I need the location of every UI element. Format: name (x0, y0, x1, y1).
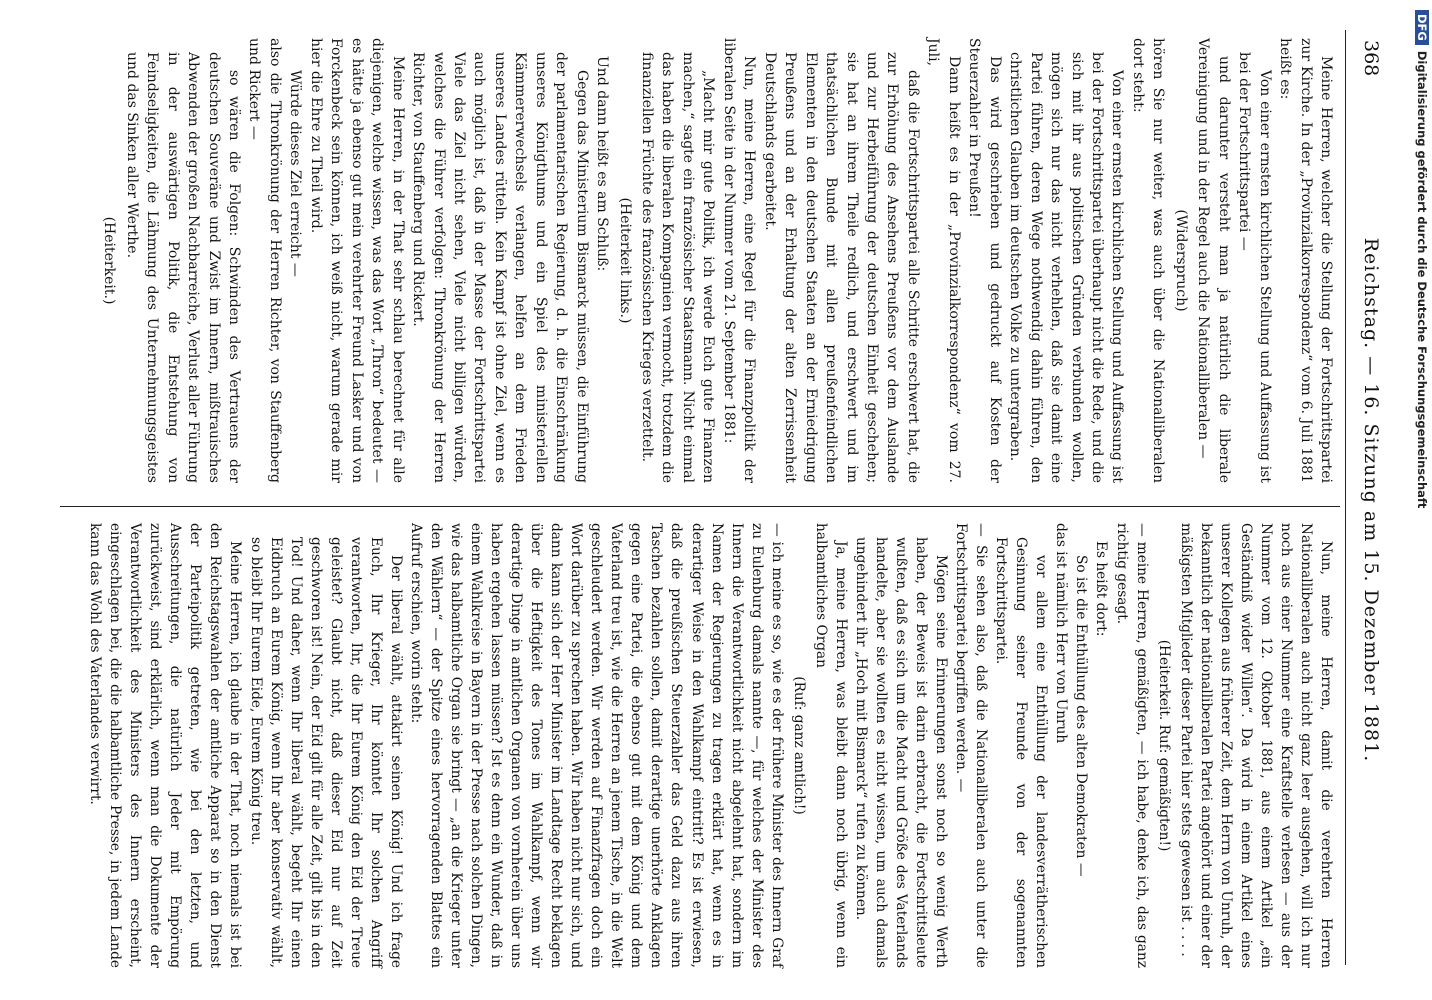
interjection: (Heiterkeit. Ruf: gemäßigten!) (1155, 639, 1172, 852)
quotation-paragraph: Gegen das Ministerium Bismarck müssen, die Einführung der parlamentarischen Regierung, d. h. die Einschränkung unseres Königthums und ein Spiel des ministeriellen Kämmererwechsels verlangen, helfen an dem Frieden unseres Landes rütteln. Kein Kampf ist ohne Ziel, wenn es auch möglich ist, daß in der Masse der Fortschrittspartei Viele das Ziel nicht sehen, Viele nicht billigen würden, welches die Führer verfolgen: Thronkrönung der Herren Richter, von Stauffenberg und Rickert. (410, 52, 590, 483)
interjection: (Heiterkeit.) (101, 216, 118, 305)
quotation-paragraph: daß die Fortschrittspartei alle Schritte erschwert hat, die zur Erhöhung des Ansehens Preußens vor dem Auslande und zur Herbeiführung der deutschen Einheit geschehen; sie hat an ihrem Theile redlich, und erschwert und im thatsächlichen Bunde mit allen preußenfeindlichen Elementen in den deutschen Staaten an der Erniedrigung Preußens und an der Erhaltung der alten Zerrissenheit Deutschlands gearbeitet. (761, 52, 921, 483)
running-header (1352, 40, 1382, 960)
speech-paragraph: Nun, meine Herren, eine Regel für die Finanzpolitik der liberalen Seite in der Nummer vom 21. September 1881: (720, 38, 758, 483)
speech-paragraph: das ist nämlich Herr von Unruh (1053, 523, 1070, 744)
speech-paragraph: also die Thronkrönung der Herren Richter, von Stauffenberg und Rickert — (246, 38, 283, 483)
quotation-paragraph: Mögen seine Erinnerungen sonst noch so wenig Werth haben, der Beweis ist darin erbracht, die Fortschrittsleute wußten, daß es sich um die Macht und Größe des Vaterlands handelte, aber sie wollten es nicht wissen, um auch damals ungehindert ihr „Hoch mit Bismarck“ rufen zu können. (852, 537, 950, 968)
speech-paragraph: und darunter versteht man ja natürlich die liberale Vereinigung und in der Regel auch die Nationalliberalen — (1195, 38, 1232, 483)
speech-paragraph: — Sie sehen also, daß die Nationalliberalen auch unter die Fortschrittspartei begriffen werden. — (953, 523, 990, 968)
speech-paragraph: Nun, meine Herren, damit die verehrten Herren Nationalliberalen auch nicht ganz leer ausgehen, will ich nur noch aus einer Nummer eine Kraftstelle verlesen — aus der Nummer vom 12. Oktober 1881, aus einem Artikel „ein Geständniß wider Willen“. Da wird in einem Artikel eines unserer Kollegen aus früherer Zeit, dem Herrn von Unruh, der bekanntlich der nationalliberalen Partei angehört und einer der mäßigsten Mitglieder dieser Partei hier stets gewesen ist . . . . (1177, 523, 1334, 968)
speech-paragraph: — meine Herren, gemäßigten, — ich habe, denke ich, das ganz richtig gesagt. (1113, 523, 1150, 968)
quotation-paragraph: Würde dieses Ziel erreicht — (287, 70, 304, 277)
quotation-paragraph: Von einer ernsten kirchlichen Stellung und Auffassung ist bei der Fortschrittspartei — (1236, 52, 1273, 483)
speech-paragraph: Das wird geschrieben und gedruckt auf Kosten der Steuerzahler in Preußen! (966, 38, 1003, 483)
quotation-paragraph: Der liberal wählt, attakirt seinen König! Und ich frage Euch, Ihr Krieger, Ihr könntet Ihr solchen Angriff verantworten, Ihr, die Ihr Eurem König den Eid der Treue geleistet? Glaubt nicht, daß dieser Eid nur auf Zeit geschworen ist! Nein, der Eid gilt für alle Zeit, gilt bis in den Tod! Und daher, wenn Ihr liberal wählt, begeht Ihr einen Eidbruch an Eurem König, wenn Ihr aber konservativ wählt, so bleibt Ihr Eurem Eide, Eurem König treu. (247, 537, 404, 968)
dfg-logo: DFG (1415, 10, 1429, 45)
speech-paragraph: hören Sie nur weiter, was auch über die Nationalliberalen dort steht: (1129, 38, 1167, 483)
speech-paragraph: Dann heißt es in der „Provinzialkorrespondenz“ vom 27. Juli, (925, 38, 962, 483)
quotation-paragraph: „Macht mir gute Politik, ich werde Euch gute Finanzen machen,“ sagte ein französischer Staatsmann. Nicht einmal das haben die liberalen Kompagnien vermocht, trotzdem die finanziellen Früchte des französischen Krieges verzettelt. (639, 52, 717, 483)
right-column (85, 523, 1336, 968)
page-number: 368 (1360, 40, 1382, 77)
quotation-paragraph: vor allem eine Enthüllung der landesverrätherischen Gesinnung seiner Freunde von der sogenannten Fortschrittspartei. (993, 537, 1050, 968)
column-divider (60, 506, 1340, 507)
speech-paragraph: — ich meine es so, wie es der frühere Minister des Innern Graf zu Eulenburg damals nannte —, für welches der Minister des Innern die Verantwortlichkeit nicht abgelehnt hat, sondern im Namen der Regierungen zu tragen erklärt hat, wenn es in derartiger Weise in den Wahlkampf eintritt? Es ist erwiesen, daß die preußischen Steuerzahler das Geld dazu aus ihren Taschen bezahlen sollen, damit derartige unerhörte Anklagen gegen eine Partei, die ebenso gut mit dem König und dem Vaterland treu ist, wie die Herren an jenem Tische, in die Welt geschleudert werden. Wir werden auf Finanzfragen doch ein Wort darüber zu sprechen haben. Wir haben nicht nur sich, und dann kann sich der Herr Minister im Landtage Recht beklagen über die Heftigkeit des Tones im Wahlkampf, wenn wir derartige Dinge in amtlichen Organen von vornherein über uns haben ergehen lassen müssen? Ist es denn ein Wunder, daß in einem Wahlkreise in Bayern in der Presse nach solchen Dingen, wie das halbamtliche Organ sie bringt — „an die Krieger unter den Wählern“ — der Spitze eines hervorragenden Blattes ein Aufruf erschien, worin steht: (407, 523, 785, 968)
speech-paragraph: Meine Herren, welcher die Stellung der Fortschrittspartei zur Kirche. In der „Provinzialkorrespondenz“ vom 6. Juli 1881 heißt es: (1277, 38, 1334, 483)
left-column (97, 38, 1336, 483)
interjection: (Ruf: ganz amtlich!) (790, 676, 807, 815)
header-rule (1345, 30, 1346, 965)
dfg-sidebar (1407, 10, 1429, 1000)
quotation-paragraph: Von einer ernsten kirchlichen Stellung und Auffassung ist bei der Fortschrittspartei überhaupt nicht die Rede, und die sich mit ihr aus politischen Gründen verbunden wollen, mögen sich nur das nicht verhehlen, daß sie damit eine Partei führen, deren Wege nothwendig dahin führen, den christlichen Glauben im deutschen Volke zu untergraben. (1007, 52, 1126, 483)
digitization-note: Digitalisierung gefördert durch die Deutsche Forschungsgemeinschaft (1415, 50, 1429, 509)
speech-paragraph: Meine Herren, ich glaube in der That, noch niemals ist bei den Reichstagswahlen der amtliche Apparat so in den Dienst der Parteipolitik getreten, wie bei den letzten, und Ausschreitungen, die natürlich Jeder mit Empörung zurückweist, sind erklärlich, wenn man die Dokumente der Verantwortlichkeit des Ministers des Innern erscheint, eingeschlagen bei, die die halbamtliche Presse, in jedem Lande kann das Wohl des Vaterlandes verwirrt. (87, 523, 244, 968)
interjection: (Heiterkeit links.) (616, 197, 633, 324)
speech-paragraph: Und dann heißt es am Schluß: (594, 56, 611, 272)
speech-paragraph: Ja, meine Herren, was bleibt dann noch übrig, wenn ein halbamtliches Organ (812, 523, 849, 968)
speech-paragraph: Meine Herren, in der That sehr schlau berechnet für alle diejenigen, welche wissen, was das Wort „Thron“ bedeutet — es hätte ja ebenso gut mein verehrter Freund Lasker und von Forckenbeck sein können, ich weiß nicht, warum gerade mir hier die Ehre zu Theil wird. (307, 38, 406, 483)
quotation-paragraph: so wären die Folgen: Schwinden des Vertrauens der deutschen Souveräne und Zwist im Innern, mißtrauisches Abwenden der großen Nachbarreiche, Verlust aller Führung in der auswärtigen Politik, die Entstehung von Feindseligkeiten, die Lähmung des Unternehmungsgeistes und das Sinken aller Werthe. (123, 52, 242, 483)
running-title: Reichstag. — 16. Sitzung am 15. Dezember 1881. (1360, 237, 1382, 763)
quotation-paragraph: So ist die Enthüllung des alten Demokraten — (1073, 555, 1090, 877)
speech-paragraph: Es heißt dort: (1093, 541, 1110, 637)
interjection: (Widerspruch) (1172, 209, 1189, 312)
